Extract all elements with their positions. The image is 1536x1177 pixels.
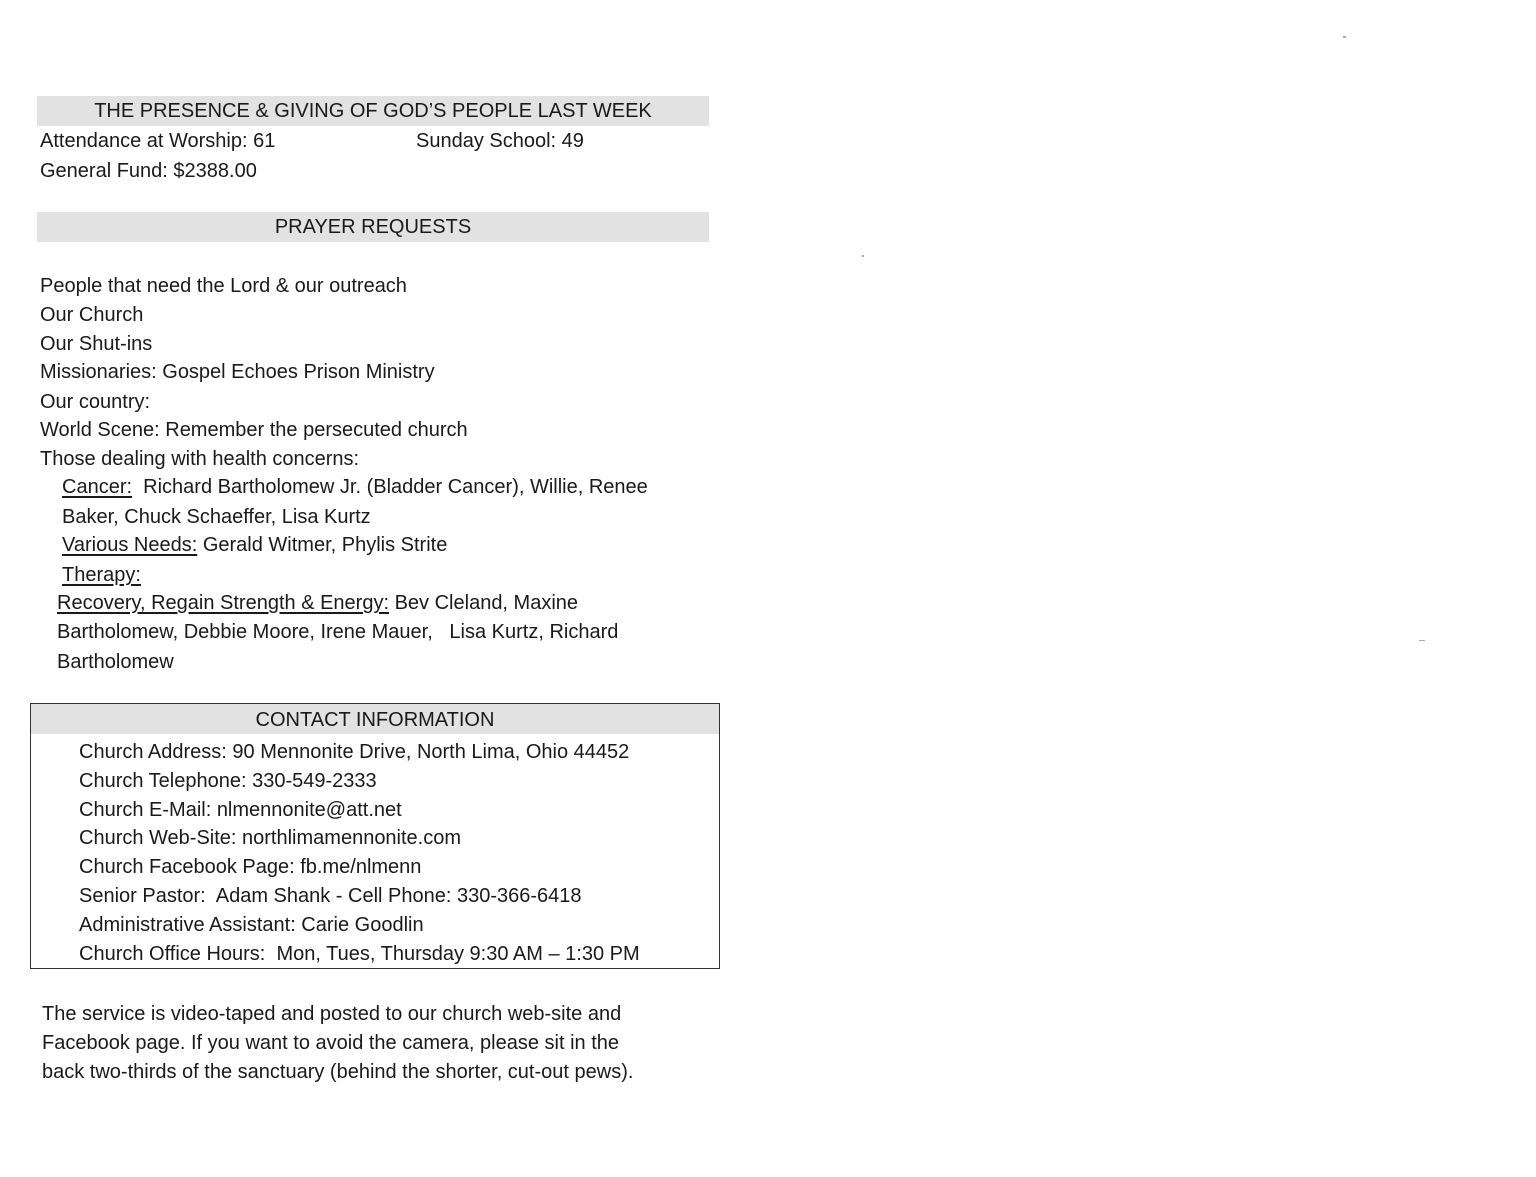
contact-email: Church E-Mail: nlmennonite@att.net <box>79 799 402 821</box>
various-needs-text: Gerald Witmer, Phylis Strite <box>202 534 448 556</box>
contact-admin-assistant: Administrative Assistant: Carie Goodlin <box>79 914 424 936</box>
contact-senior-pastor: Senior Pastor: Adam Shank - Cell Phone: 330-366-6418 <box>79 885 582 907</box>
prayer-item: Those dealing with health concerns: <box>40 448 360 470</box>
cancer-label: Cancer: <box>62 476 133 498</box>
contact-header: CONTACT INFORMATION <box>31 704 719 734</box>
contact-office-hours: Church Office Hours: Mon, Tues, Thursday 9:30 AM – 1:30 PM <box>79 943 640 965</box>
therapy-line <box>62 561 141 590</box>
recovery-line-2: Bartholomew, Debbie Moore, Irene Mauer, Lisa Kurtz, Richard <box>57 621 619 643</box>
video-note-line: The service is video-taped and posted to our church web-site and <box>42 1003 622 1025</box>
contact-address: Church Address: 90 Mennonite Drive, North Lima, Ohio 44452 <box>79 741 630 763</box>
general-fund: General Fund: $2388.00 <box>40 160 257 182</box>
attendance-worship: Attendance at Worship: 61 <box>40 130 276 152</box>
cancer-line-2: Baker, Chuck Schaeffer, Lisa Kurtz <box>62 506 371 528</box>
video-note <box>42 1000 722 1087</box>
prayer-item: Missionaries: Gospel Echoes Prison Ministry <box>40 361 435 383</box>
scan-speck <box>1343 36 1346 38</box>
contact-box <box>30 703 720 969</box>
prayer-item: Our country: <box>40 391 151 413</box>
recovery-line-3: Bartholomew <box>57 651 174 673</box>
giving-header: THE PRESENCE & GIVING OF GOD’S PEOPLE LAST WEEK <box>37 96 709 126</box>
contact-website: Church Web-Site: northlimamennonite.com <box>79 827 462 849</box>
recovery-label: Recovery, Regain Strength & Energy: <box>57 592 390 614</box>
scan-speck <box>862 255 864 257</box>
recovery-text: Bev Cleland, Maxine <box>394 592 579 614</box>
cancer-text: Richard Bartholomew Jr. (Bladder Cancer), Willie, Renee <box>143 476 648 498</box>
cancer-line-1 <box>62 473 648 502</box>
various-needs-line <box>62 531 447 560</box>
recovery-line-1 <box>57 589 578 618</box>
video-note-line: Facebook page. If you want to avoid the camera, please sit in the <box>42 1032 620 1054</box>
attendance-sunday-school: Sunday School: 49 <box>416 130 584 152</box>
contact-telephone: Church Telephone: 330-549-2333 <box>79 770 377 792</box>
prayer-item: People that need the Lord & our outreach <box>40 275 407 297</box>
prayer-item: Our Church <box>40 304 144 326</box>
prayer-item: World Scene: Remember the persecuted church <box>40 419 468 441</box>
contact-facebook: Church Facebook Page: fb.me/nlmenn <box>79 856 422 878</box>
scan-speck <box>1419 640 1425 641</box>
prayer-header: PRAYER REQUESTS <box>37 212 709 242</box>
various-needs-label: Various Needs: <box>62 534 198 556</box>
prayer-item: Our Shut-ins <box>40 333 153 355</box>
therapy-label: Therapy: <box>62 564 141 586</box>
video-note-line: back two-thirds of the sanctuary (behind the shorter, cut-out pews). <box>42 1061 634 1083</box>
